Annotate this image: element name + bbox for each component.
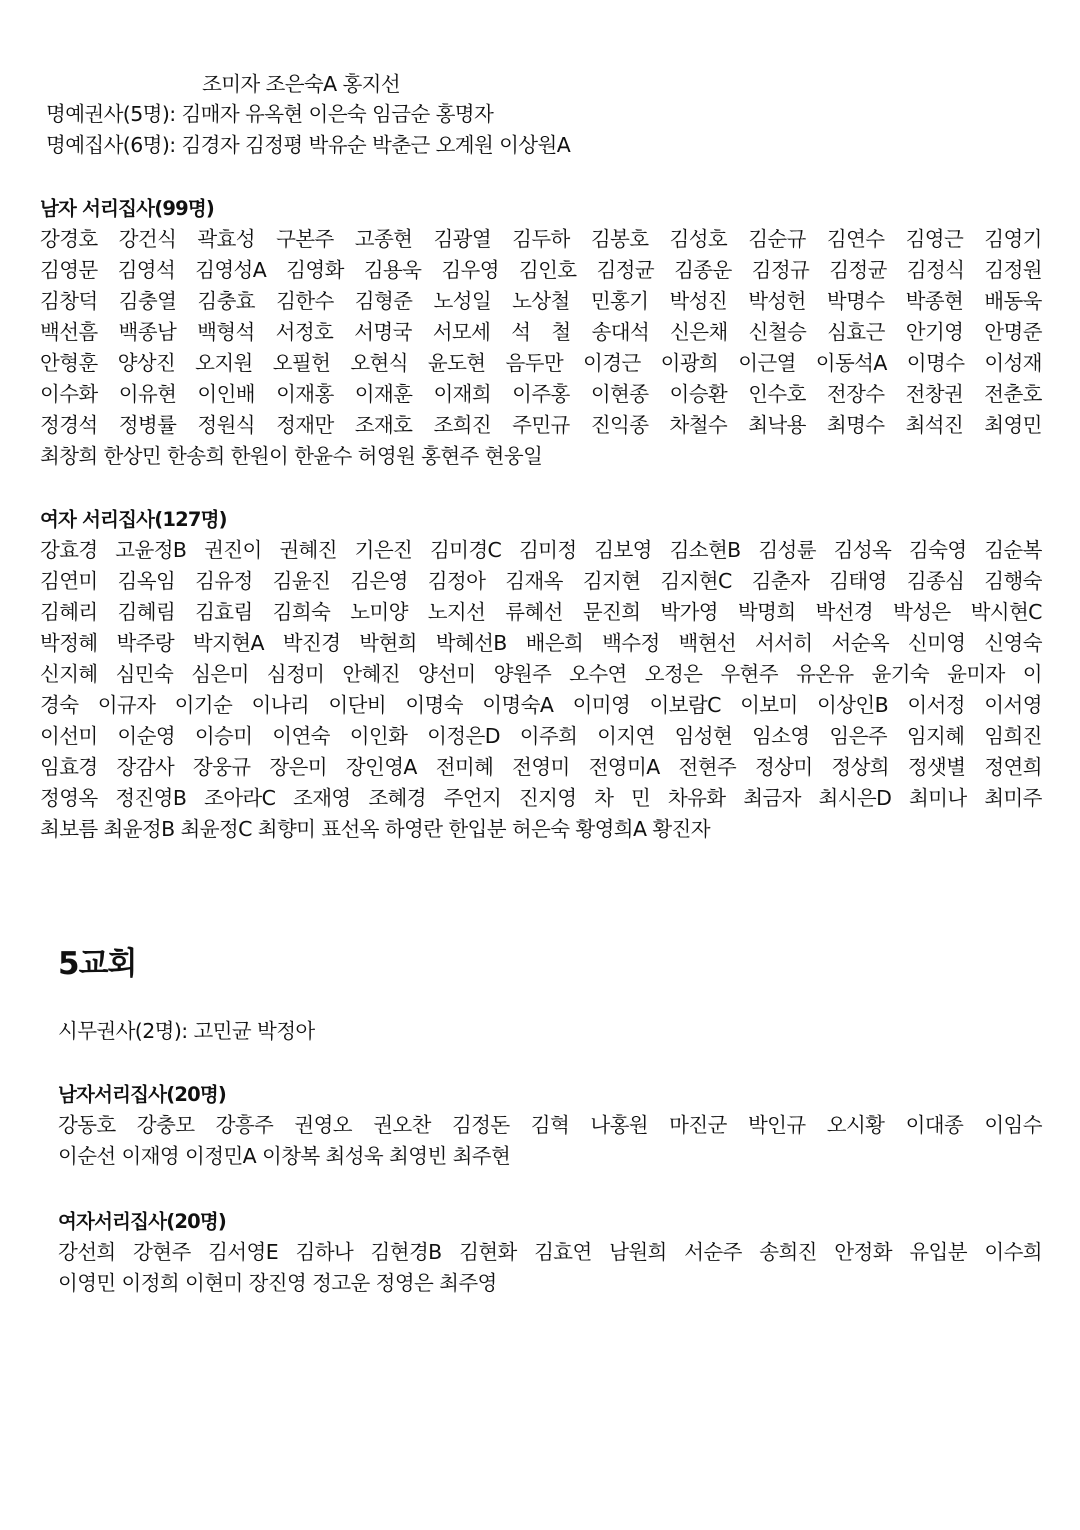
name-row — [40, 628, 1042, 659]
name-entry: 이재훈 — [354, 382, 413, 406]
name-entry: 김효림 — [195, 600, 253, 624]
name-entry: 이미영 — [572, 693, 631, 717]
name-entry: 안형훈 — [40, 351, 98, 375]
name-entry: 임효경 — [40, 755, 98, 779]
name-entry: 김종운 — [674, 258, 732, 282]
name-entry: 강선희 — [58, 1240, 116, 1264]
name-entry: 김종심 — [906, 569, 965, 593]
name-entry: 기은진 — [354, 538, 413, 562]
name-entry: 김춘자 — [751, 569, 810, 593]
name-entry: 윤기숙 — [871, 662, 930, 686]
name-entry: 강흥주 — [215, 1113, 274, 1137]
name-entry: 양원주 — [493, 662, 552, 686]
name-entry: 남원희 — [609, 1240, 667, 1264]
name-entry: 임성현 — [674, 724, 733, 748]
name-entry: 오정은 — [644, 662, 703, 686]
name-entry: 서정호 — [275, 320, 334, 344]
name-entry: 오필헌 — [272, 351, 331, 375]
name-entry: 배은희 — [525, 631, 584, 655]
name-entry: 이단비 — [328, 693, 387, 717]
continuation-line: 조미자 조은숙A 홍지선 — [202, 72, 401, 96]
name-entry: 백수정 — [602, 631, 660, 655]
name-entry: 경숙 — [40, 693, 79, 717]
name-entry: 서명국 — [354, 320, 412, 344]
name-row: 최창희 한상민 한송희 한원이 한윤수 허영원 홍현주 현웅일 — [40, 444, 543, 468]
name-entry: 이대종 — [905, 1113, 964, 1137]
name-entry: 이현종 — [590, 382, 649, 406]
name-entry: 서순옥 — [831, 631, 890, 655]
name-entry: 서서히 — [754, 631, 813, 655]
name-entry: 이광희 — [660, 351, 719, 375]
name-entry: 최미나 — [908, 786, 967, 810]
name-entry: 우현주 — [720, 662, 778, 686]
name-entry: 김광열 — [433, 227, 492, 251]
name-entry: 마진군 — [669, 1113, 727, 1137]
name-entry: 정진영B — [115, 786, 187, 810]
name-row — [40, 224, 1042, 255]
name-entry: 전춘호 — [984, 382, 1042, 406]
name-row — [40, 317, 1042, 348]
name-entry: 이서정 — [907, 693, 965, 717]
name-entry: 신미영 — [907, 631, 966, 655]
name-entry: 김은영 — [350, 569, 408, 593]
name-entry: 전창권 — [905, 382, 964, 406]
name-entry: 이성재 — [984, 351, 1042, 375]
name-entry: 조아라C — [204, 786, 276, 810]
name-entry: 안정화 — [834, 1240, 892, 1264]
name-entry: 이인배 — [197, 382, 255, 406]
name-entry: 박명희 — [737, 600, 796, 624]
name-entry: 신철승 — [748, 320, 807, 344]
name-entry: 박종현 — [905, 289, 964, 313]
name-entry: 김한수 — [276, 289, 334, 313]
name-entry: 김정균 — [829, 258, 887, 282]
name-entry: 이선미 — [40, 724, 98, 748]
name-entry: 이수화 — [40, 382, 98, 406]
name-entry: 장웅규 — [192, 755, 251, 779]
name-entry: 진익종 — [590, 413, 649, 437]
name-entry: 김희숙 — [272, 600, 331, 624]
name-entry: 전장수 — [826, 382, 885, 406]
name-row — [40, 255, 1042, 286]
name-entry: 정연희 — [984, 755, 1042, 779]
name-entry: 차유화 — [667, 786, 726, 810]
name-entry: 박성은 — [893, 600, 951, 624]
name-row — [40, 721, 1042, 752]
name-entry: 임은주 — [829, 724, 888, 748]
name-entry: 전미혜 — [435, 755, 494, 779]
name-entry: 권혜진 — [279, 538, 337, 562]
name-entry: 안기영 — [905, 320, 964, 344]
name-entry: 이나리 — [251, 693, 310, 717]
name-entry: 강효경 — [40, 538, 98, 562]
name-entry: 김충열 — [118, 289, 177, 313]
name-entry: 정재만 — [276, 413, 334, 437]
name-entry: 문진희 — [582, 600, 641, 624]
name-entry: 김서영E — [208, 1240, 279, 1264]
name-row — [40, 566, 1042, 597]
name-entry: 이보람C — [649, 693, 721, 717]
name-entry: 오수연 — [569, 662, 627, 686]
name-entry: 박주랑 — [116, 631, 175, 655]
name-entry: 김행숙 — [984, 569, 1042, 593]
name-entry: 최금자 — [743, 786, 801, 810]
name-entry: 이재희 — [433, 382, 492, 406]
name-entry: 이승미 — [194, 724, 253, 748]
name-row — [40, 348, 1042, 379]
name-entry: 김순규 — [748, 227, 806, 251]
name-entry: 이주홍 — [512, 382, 570, 406]
name-entry: 정영옥 — [40, 786, 98, 810]
name-entry: 김순복 — [984, 538, 1042, 562]
name-entry: 이명숙A — [482, 693, 554, 717]
name-entry: 김현경B — [370, 1240, 442, 1264]
name-entry: 백종남 — [118, 320, 177, 344]
name-entry: 송희진 — [759, 1240, 817, 1264]
name-entry: 윤미자 — [947, 662, 1005, 686]
name-entry: 배동욱 — [984, 289, 1042, 313]
name-entry: 이보미 — [740, 693, 798, 717]
name-entry: 조혜경 — [368, 786, 426, 810]
name-entry: 김영문 — [40, 258, 98, 282]
name-entry: 백선흠 — [40, 320, 98, 344]
name-entry: 김정아 — [427, 569, 486, 593]
name-entry: 김영화 — [286, 258, 344, 282]
name-row: 최보름 최윤정B 최윤정C 최향미 표선옥 하영란 한입분 허은숙 황영희A 황진자 — [40, 817, 710, 841]
name-entry: 김하나 — [295, 1240, 354, 1264]
name-entry: 김옥임 — [117, 569, 176, 593]
name-entry: 안혜진 — [342, 662, 400, 686]
name-entry: 이연숙 — [272, 724, 330, 748]
name-entry: 김영기 — [984, 227, 1042, 251]
name-entry: 장인영A — [345, 755, 417, 779]
name-row — [58, 1237, 1042, 1268]
name-entry: 오지원 — [195, 351, 253, 375]
name-entry: 고종현 — [354, 227, 413, 251]
church5-female-list — [58, 1237, 1042, 1299]
name-entry: 노성일 — [433, 289, 492, 313]
name-row — [40, 286, 1042, 317]
church5-kwonsa-line: 시무권사(2명): 고민균 박정아 — [58, 1019, 315, 1043]
name-entry: 이 — [1022, 662, 1042, 686]
name-row: 이영민 이정희 이현미 장진영 정고운 정영은 최주영 — [58, 1271, 497, 1295]
name-entry: 강경호 — [40, 227, 98, 251]
name-entry: 박현희 — [359, 631, 417, 655]
name-entry: 최미주 — [984, 786, 1042, 810]
name-entry: 정경석 — [40, 413, 98, 437]
name-entry: 전영미A — [588, 755, 660, 779]
name-entry: 인수호 — [748, 382, 806, 406]
name-entry: 김성호 — [669, 227, 728, 251]
name-entry: 윤도현 — [427, 351, 486, 375]
name-entry: 노상철 — [512, 289, 570, 313]
name-entry: 임희진 — [984, 724, 1042, 748]
name-entry: 조재호 — [354, 413, 413, 437]
name-entry: 곽효성 — [197, 227, 255, 251]
name-entry: 김인호 — [518, 258, 577, 282]
name-entry: 차철수 — [669, 413, 728, 437]
name-entry: 김창덕 — [40, 289, 98, 313]
name-entry: 김재옥 — [505, 569, 563, 593]
name-entry: 김소현B — [669, 538, 741, 562]
name-entry: 이정은D — [427, 724, 500, 748]
name-entry: 김연수 — [826, 227, 885, 251]
name-row — [40, 783, 1042, 814]
name-entry: 김두하 — [512, 227, 570, 251]
name-entry: 박혜선B — [435, 631, 507, 655]
name-row — [40, 410, 1042, 441]
name-entry: 김지현 — [582, 569, 641, 593]
name-entry: 석 — [511, 320, 531, 344]
name-entry: 철 — [551, 320, 571, 344]
name-entry: 김형준 — [354, 289, 413, 313]
name-entry: 박성헌 — [748, 289, 806, 313]
name-entry: 김영석 — [117, 258, 176, 282]
name-entry: 김영성A — [195, 258, 267, 282]
name-entry: 전현주 — [678, 755, 737, 779]
name-entry: 서순주 — [684, 1240, 742, 1264]
name-entry: 이주희 — [519, 724, 578, 748]
honorary-kwonsa-line: 명예권사(5명): 김매자 유옥현 이은숙 임금순 홍명자 — [46, 102, 494, 126]
name-entry: 나홍원 — [590, 1113, 648, 1137]
name-row — [40, 535, 1042, 566]
name-entry: 박정혜 — [40, 631, 98, 655]
name-row — [58, 1110, 1042, 1141]
church5-title: 5교회 — [58, 946, 137, 982]
name-entry: 최석진 — [905, 413, 964, 437]
name-entry: 김혁 — [530, 1113, 570, 1137]
church5-male-list — [58, 1110, 1042, 1172]
name-entry: 이인화 — [349, 724, 408, 748]
name-entry: 장감사 — [116, 755, 175, 779]
name-entry: 이명숙 — [405, 693, 463, 717]
name-entry: 권영오 — [294, 1113, 352, 1137]
name-entry: 민 — [631, 786, 651, 810]
name-entry: 권진이 — [204, 538, 262, 562]
name-entry: 이순영 — [117, 724, 176, 748]
name-entry: 오현식 — [350, 351, 408, 375]
name-entry: 조희진 — [433, 413, 492, 437]
name-entry: 이유현 — [118, 382, 177, 406]
name-row — [40, 659, 1042, 690]
name-entry: 고윤정B — [115, 538, 187, 562]
name-entry: 김미정 — [518, 538, 577, 562]
female-sub-deacons-list — [40, 535, 1042, 845]
name-entry: 이경근 — [583, 351, 641, 375]
name-entry: 김현화 — [459, 1240, 517, 1264]
name-entry: 김윤진 — [272, 569, 331, 593]
name-entry: 백형석 — [197, 320, 255, 344]
name-entry: 박지현A — [192, 631, 264, 655]
name-entry: 박선경 — [815, 600, 874, 624]
name-row: 이순선 이재영 이정민A 이창복 최성욱 최영빈 최주현 — [58, 1144, 511, 1168]
name-entry: 김연미 — [40, 569, 98, 593]
name-entry: 김혜리 — [40, 600, 98, 624]
name-entry: 차 — [594, 786, 614, 810]
name-entry: 김정균 — [596, 258, 655, 282]
name-entry: 이승환 — [669, 382, 728, 406]
name-entry: 최낙용 — [748, 413, 806, 437]
name-entry: 김우영 — [441, 258, 499, 282]
name-entry: 장은미 — [269, 755, 327, 779]
church5-female-heading: 여자서리집사(20명) — [58, 1210, 227, 1233]
name-entry: 임지혜 — [906, 724, 965, 748]
name-row — [40, 752, 1042, 783]
name-entry: 박가영 — [660, 600, 718, 624]
name-entry: 김유정 — [195, 569, 253, 593]
name-entry: 노지선 — [427, 600, 486, 624]
name-entry: 김태영 — [829, 569, 887, 593]
name-row — [40, 690, 1042, 721]
name-entry: 이규자 — [97, 693, 156, 717]
name-entry: 류혜선 — [505, 600, 563, 624]
name-entry: 김충효 — [197, 289, 255, 313]
name-entry: 김정돈 — [451, 1113, 510, 1137]
name-entry: 정샛별 — [907, 755, 966, 779]
name-entry: 강건식 — [118, 227, 177, 251]
name-entry: 권오찬 — [373, 1113, 431, 1137]
name-entry: 김봉호 — [590, 227, 649, 251]
name-entry: 정병률 — [118, 413, 177, 437]
name-entry: 이재홍 — [276, 382, 334, 406]
name-entry: 박진경 — [282, 631, 341, 655]
male-sub-deacons-heading: 남자 서리집사(99명) — [40, 197, 215, 220]
honorary-jipsa-line: 명예집사(6명): 김경자 김정평 박유순 박춘근 오계원 이상원A — [46, 133, 571, 157]
name-entry: 이수희 — [984, 1240, 1042, 1264]
name-entry: 박성진 — [669, 289, 728, 313]
name-entry: 김미경C — [429, 538, 502, 562]
male-sub-deacons-list — [40, 224, 1042, 472]
name-entry: 이서영 — [984, 693, 1042, 717]
name-entry: 김영근 — [905, 227, 964, 251]
name-row — [40, 379, 1042, 410]
name-entry: 음두만 — [505, 351, 564, 375]
name-entry: 김효연 — [534, 1240, 592, 1264]
name-entry: 정원식 — [197, 413, 255, 437]
name-entry: 이상인B — [817, 693, 889, 717]
name-entry: 주민규 — [512, 413, 570, 437]
name-entry: 신지혜 — [40, 662, 98, 686]
name-entry: 김보영 — [594, 538, 652, 562]
name-entry: 안명준 — [984, 320, 1042, 344]
name-entry: 신영숙 — [984, 631, 1042, 655]
name-entry: 이명수 — [906, 351, 965, 375]
name-entry: 최영민 — [984, 413, 1042, 437]
name-entry: 신은채 — [670, 320, 728, 344]
name-entry: 민홍기 — [590, 289, 649, 313]
name-entry: 이임수 — [984, 1113, 1042, 1137]
name-entry: 강동호 — [58, 1113, 116, 1137]
name-entry: 주언지 — [443, 786, 502, 810]
name-entry: 김혜림 — [117, 600, 176, 624]
name-entry: 박인규 — [747, 1113, 806, 1137]
name-entry: 백현선 — [678, 631, 737, 655]
name-entry: 송대석 — [591, 320, 650, 344]
name-entry: 조재영 — [293, 786, 351, 810]
name-entry: 이기순 — [174, 693, 233, 717]
name-entry: 임소영 — [751, 724, 810, 748]
name-entry: 이동석A — [815, 351, 887, 375]
church5-male-heading: 남자서리집사(20명) — [58, 1083, 227, 1106]
name-entry: 김정식 — [906, 258, 965, 282]
name-entry: 김용욱 — [363, 258, 422, 282]
name-entry: 정상희 — [831, 755, 890, 779]
name-entry: 심은미 — [191, 662, 249, 686]
name-entry: 최명수 — [826, 413, 885, 437]
name-entry: 정상미 — [754, 755, 813, 779]
name-entry: 강현주 — [133, 1240, 191, 1264]
name-entry: 구본주 — [276, 227, 334, 251]
name-entry: 진지영 — [518, 786, 577, 810]
name-entry: 김지현C — [660, 569, 732, 593]
name-entry: 김정원 — [984, 258, 1042, 282]
name-entry: 양상진 — [117, 351, 176, 375]
name-entry: 유온유 — [795, 662, 854, 686]
name-entry: 심정미 — [266, 662, 325, 686]
name-entry: 심민숙 — [115, 662, 174, 686]
name-entry: 전영미 — [512, 755, 570, 779]
name-entry: 서모세 — [432, 320, 491, 344]
name-entry: 박시현C — [970, 600, 1042, 624]
name-entry: 이지연 — [597, 724, 655, 748]
name-entry: 유입분 — [909, 1240, 967, 1264]
name-entry: 김숙영 — [908, 538, 967, 562]
name-entry: 오시황 — [826, 1113, 885, 1137]
female-sub-deacons-heading: 여자 서리집사(127명) — [40, 508, 227, 531]
name-row — [40, 597, 1042, 628]
name-entry: 양선미 — [417, 662, 476, 686]
name-entry: 노미양 — [350, 600, 408, 624]
name-entry: 김정규 — [751, 258, 810, 282]
name-entry: 박명수 — [826, 289, 885, 313]
name-entry: 최시은D — [818, 786, 892, 810]
name-entry: 김성륜 — [758, 538, 816, 562]
name-entry: 강충모 — [136, 1113, 195, 1137]
name-entry: 김성옥 — [833, 538, 892, 562]
name-entry: 이근열 — [738, 351, 796, 375]
name-entry: 심효근 — [827, 320, 885, 344]
